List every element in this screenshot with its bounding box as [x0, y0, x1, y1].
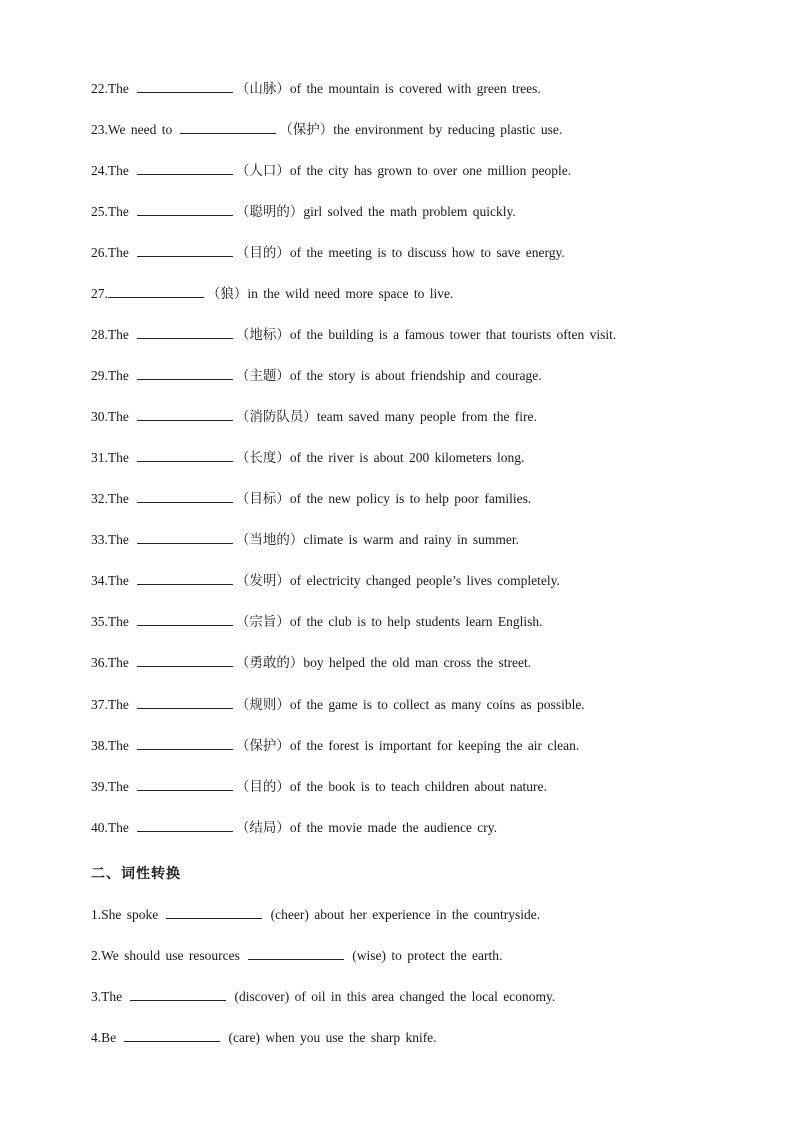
answer-blank[interactable]: [137, 819, 233, 832]
sentence-rest: team saved many people from the fire.: [316, 409, 537, 424]
section-heading: 二、词性转换: [91, 866, 181, 882]
sentence-rest: of the book is to teach children about nature.: [289, 779, 547, 794]
item-prefix: 36.The: [91, 655, 129, 670]
sentence-rest: of the movie made the audience cry.: [289, 820, 498, 835]
chinese-hint: （山脉）: [235, 81, 290, 96]
sentence-rest: of the building is a famous tower that tourists often visit.: [289, 327, 617, 342]
sentence-rest: boy helped the old man cross the street.: [303, 655, 532, 670]
sentence-rest: of the river is about 200 kilometers long.: [289, 450, 525, 465]
answer-blank[interactable]: [137, 572, 233, 585]
chinese-hint: （发明）: [235, 573, 290, 588]
item-prefix: 32.The: [91, 491, 129, 506]
word-hint: (care): [228, 1030, 260, 1045]
sentence-rest: of the forest is important for keeping the air clean.: [289, 738, 580, 753]
item-prefix: 1.She spoke: [91, 907, 159, 922]
exercise-item-22: [91, 80, 541, 98]
answer-blank[interactable]: [137, 737, 233, 750]
item-prefix: 35.The: [91, 614, 129, 629]
chinese-hint: （结局）: [235, 820, 290, 835]
item-prefix: 37.The: [91, 697, 129, 712]
sentence-rest: of the mountain is covered with green trees.: [289, 81, 541, 96]
item-prefix: 40.The: [91, 820, 129, 835]
sentence-rest: of oil in this area changed the local economy.: [294, 989, 556, 1004]
sentence-rest: of the new policy is to help poor families.: [289, 491, 532, 506]
chinese-hint: （规则）: [235, 697, 290, 712]
conversion-item-4: [91, 1029, 437, 1047]
chinese-hint: （长度）: [235, 450, 290, 465]
answer-blank[interactable]: [137, 449, 233, 462]
item-prefix: 28.The: [91, 327, 129, 342]
word-hint: (cheer): [270, 907, 309, 922]
chinese-hint: （宗旨）: [235, 614, 290, 629]
chinese-hint: （狼）: [206, 286, 248, 301]
answer-blank[interactable]: [137, 778, 233, 791]
sentence-rest: to protect the earth.: [391, 948, 503, 963]
chinese-hint: （勇敢的）: [235, 655, 304, 670]
sentence-rest: the environment by reducing plastic use.: [333, 122, 563, 137]
item-prefix: 27.: [91, 286, 108, 301]
sentence-rest: climate is warm and rainy in summer.: [303, 532, 519, 547]
conversion-item-1: [91, 906, 540, 924]
answer-blank[interactable]: [137, 613, 233, 626]
item-prefix: 2.We should use resources: [91, 948, 240, 963]
item-prefix: 23.We need to: [91, 122, 173, 137]
answer-blank[interactable]: [137, 654, 233, 667]
item-prefix: 4.Be: [91, 1030, 117, 1045]
sentence-rest: in the wild need more space to live.: [247, 286, 454, 301]
word-hint: (wise): [352, 948, 387, 963]
chinese-hint: （保护）: [279, 122, 334, 137]
answer-blank[interactable]: [137, 80, 233, 93]
chinese-hint: （目的）: [235, 779, 290, 794]
chinese-hint: （聪明的）: [235, 204, 304, 219]
item-prefix: 29.The: [91, 368, 129, 383]
item-prefix: 31.The: [91, 450, 129, 465]
answer-blank[interactable]: [137, 203, 233, 216]
exercise-item-34: [91, 572, 560, 590]
answer-blank[interactable]: [166, 906, 262, 919]
exercise-item-30: [91, 408, 537, 426]
exercise-item-29: [91, 367, 542, 385]
chinese-hint: （目标）: [235, 491, 290, 506]
exercise-item-33: [91, 531, 519, 549]
chinese-hint: （地标）: [235, 327, 290, 342]
exercise-item-28: [91, 326, 616, 344]
exercise-item-24: [91, 162, 571, 180]
sentence-rest: of the club is to help students learn English.: [289, 614, 543, 629]
exercise-item-23: [91, 121, 562, 139]
word-hint: (discover): [234, 989, 290, 1004]
item-prefix: 38.The: [91, 738, 129, 753]
sentence-rest: about her experience in the countryside.: [314, 907, 541, 922]
sentence-rest: of the story is about friendship and courage.: [289, 368, 542, 383]
chinese-hint: （主题）: [235, 368, 290, 383]
conversion-item-3: [91, 988, 555, 1006]
chinese-hint: （目的）: [235, 245, 290, 260]
answer-blank[interactable]: [130, 988, 226, 1001]
sentence-rest: of the game is to collect as many coins as possible.: [289, 697, 585, 712]
exercise-item-35: [91, 613, 542, 631]
answer-blank[interactable]: [137, 490, 233, 503]
answer-blank[interactable]: [124, 1029, 220, 1042]
exercise-item-39: [91, 778, 547, 796]
answer-blank[interactable]: [248, 947, 344, 960]
chinese-hint: （人口）: [235, 163, 290, 178]
item-prefix: 30.The: [91, 409, 129, 424]
exercise-item-31: [91, 449, 524, 467]
item-prefix: 24.The: [91, 163, 129, 178]
exercise-item-37: [91, 696, 585, 714]
sentence-rest: of electricity changed people’s lives completely.: [289, 573, 560, 588]
answer-blank[interactable]: [137, 326, 233, 339]
answer-blank[interactable]: [137, 367, 233, 380]
exercise-item-25: [91, 203, 516, 221]
sentence-rest: of the city has grown to over one million people.: [289, 163, 572, 178]
chinese-hint: （当地的）: [235, 532, 304, 547]
answer-blank[interactable]: [137, 244, 233, 257]
sentence-rest: girl solved the math problem quickly.: [303, 204, 516, 219]
item-prefix: 3.The: [91, 989, 123, 1004]
answer-blank[interactable]: [137, 162, 233, 175]
answer-blank[interactable]: [137, 408, 233, 421]
chinese-hint: （消防队员）: [235, 409, 317, 424]
answer-blank[interactable]: [180, 121, 276, 134]
item-prefix: 22.The: [91, 81, 129, 96]
conversion-item-2: [91, 947, 502, 965]
sentence-rest: of the meeting is to discuss how to save energy.: [289, 245, 565, 260]
item-prefix: 39.The: [91, 779, 129, 794]
answer-blank[interactable]: [137, 696, 233, 709]
chinese-hint: （保护）: [235, 738, 290, 753]
exercise-item-27: [91, 285, 453, 303]
exercise-item-40: [91, 819, 497, 837]
item-prefix: 26.The: [91, 245, 129, 260]
exercise-item-36: [91, 654, 531, 672]
exercise-item-26: [91, 244, 565, 262]
item-prefix: 25.The: [91, 204, 129, 219]
exercise-item-32: [91, 490, 531, 508]
answer-blank[interactable]: [137, 531, 233, 544]
item-prefix: 34.The: [91, 573, 129, 588]
item-prefix: 33.The: [91, 532, 129, 547]
sentence-rest: when you use the sharp knife.: [265, 1030, 437, 1045]
answer-blank[interactable]: [108, 285, 204, 298]
exercise-item-38: [91, 737, 579, 755]
